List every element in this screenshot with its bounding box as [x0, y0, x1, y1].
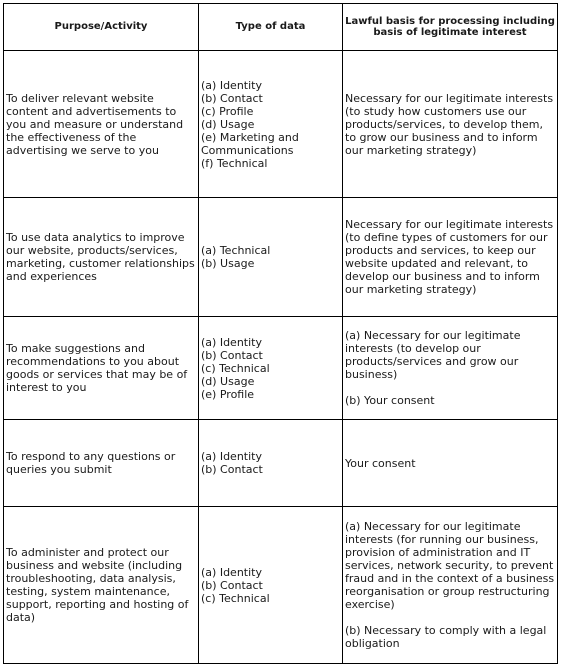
purpose-cell: To respond to any questions or queries you submit: [4, 420, 199, 507]
basis-text: (a) Necessary for our legitimate interests (for running our business, provision of administration and IT services, network security, to prevent fraud and in the context of a business reorganisation or group restructuring exercise): [345, 520, 558, 611]
data-type-item: (a) Identity: [201, 78, 262, 92]
header-lawful-basis: Lawful basis for processing including basis of legitimate interest: [343, 4, 558, 51]
table-row: [4, 507, 558, 664]
table-row: [4, 198, 558, 317]
data-type-item: (b) Contact: [201, 91, 263, 105]
header-purpose: Purpose/Activity: [4, 4, 199, 51]
header-data-type: Type of data: [199, 4, 343, 51]
lawful-basis-table: [3, 3, 558, 664]
data-type-item: (b) Usage: [201, 257, 255, 270]
data-types-cell: [199, 420, 343, 507]
table-row: [4, 317, 558, 420]
data-type-item: (d) Usage: [201, 374, 255, 388]
data-type-item: (c) Profile: [201, 104, 254, 118]
paragraph-gap: [345, 611, 555, 624]
data-types-cell: [199, 198, 343, 317]
data-type-item: (e) Marketing and Communications: [201, 130, 303, 157]
data-type-item: (c) Technical: [201, 591, 270, 605]
basis-text: (b) Your consent: [345, 394, 435, 407]
header-row: [4, 4, 558, 51]
basis-text: (b) Necessary to comply with a legal obligation: [345, 624, 550, 650]
basis-text: Necessary for our legitimate interests (to define types of customers for our products and services, to keep our website updated and relevant, to develop our business and to inform our marketing strategy): [345, 218, 557, 296]
purpose-cell: To make suggestions and recommendations to you about goods or services that may be of interest to you: [4, 317, 199, 420]
paragraph-gap: [345, 381, 555, 394]
basis-text: Necessary for our legitimate interests (to study how customers use our products/services, to develop them, to grow our business and to inform our marketing strategy): [345, 91, 557, 157]
data-types-cell: [199, 317, 343, 420]
basis-cell: [343, 507, 558, 664]
data-type-item: (f) Technical: [201, 156, 268, 170]
data-type-item: (a) Identity: [201, 450, 262, 463]
data-types-cell: [199, 51, 343, 198]
data-type-item: (a) Technical: [201, 244, 271, 257]
basis-text: (a) Necessary for our legitimate interests (to develop our products/services and grow our business): [345, 329, 524, 381]
basis-cell: [343, 51, 558, 198]
data-type-item: (e) Profile: [201, 387, 255, 401]
purpose-cell: To use data analytics to improve our website, products/services, marketing, customer relationships and experiences: [4, 198, 199, 317]
purpose-cell: To administer and protect our business and website (including troubleshooting, data analysis, testing, system maintenance, support, reporting and hosting of data): [4, 507, 199, 664]
data-type-item: (a) Identity: [201, 565, 262, 579]
table-row: [4, 51, 558, 198]
data-type-item: (b) Contact: [201, 578, 263, 592]
data-type-item: (a) Identity: [201, 335, 262, 349]
basis-text: Your consent: [345, 456, 416, 470]
data-types-cell: [199, 507, 343, 664]
basis-cell: [343, 198, 558, 317]
data-type-item: (b) Contact: [201, 463, 263, 476]
basis-cell: [343, 317, 558, 420]
data-type-item: (d) Usage: [201, 117, 255, 131]
purpose-cell: To deliver relevant website content and advertisements to you and measure or understand the effectiveness of the advertising we serve to you: [4, 51, 199, 198]
data-type-item: (b) Contact: [201, 348, 263, 362]
table-row: [4, 420, 558, 507]
basis-cell: [343, 420, 558, 507]
data-type-item: (c) Technical: [201, 361, 270, 375]
